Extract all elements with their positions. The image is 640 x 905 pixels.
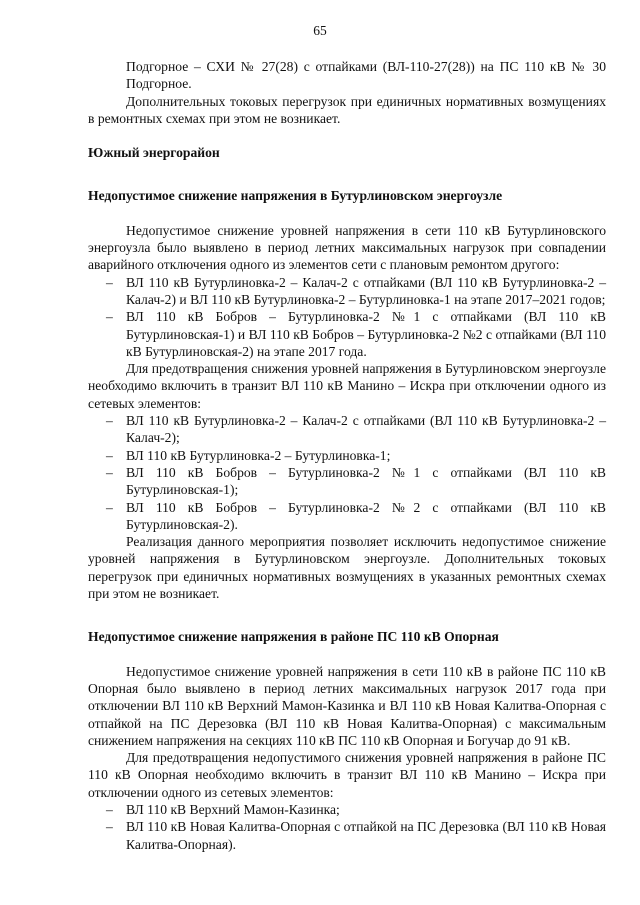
dash-list [88, 412, 606, 533]
list-item: – ВЛ 110 кВ Бобров – Бутурлиновка-2 №2 с отпайками (ВЛ 110 кВ Бутурлиновская-2). [106, 499, 606, 532]
dash-list [88, 801, 606, 853]
page-number: 65 [313, 23, 327, 38]
list-item: – ВЛ 110 кВ Бобров – Бутурлиновка-2 №1 с отпайками (ВЛ 110 кВ Бутурлиновская-1) и ВЛ 110 кВ Бобров – Бутурлиновка-2 №2 с отпайками (ВЛ 110 кВ Бутурлиновская-2) на этапе 2017 года. [106, 309, 606, 359]
paragraph: Дополнительных токовых перегрузок при единичных нормативных возмущениях в ремонтных схемах при этом не возникает. [88, 93, 606, 126]
section-heading: Недопустимое снижение напряжения в районе ПС 110 кВ Опорная [88, 629, 499, 645]
document-body [88, 58, 606, 853]
paragraph: Для предотвращения снижения уровней напряжения в Бутурлиновском энергоузле необходимо включить в транзит ВЛ 110 кВ Манино – Искра при отключении одного из сетевых элементов: [88, 361, 606, 411]
paragraph: Недопустимое снижение уровней напряжения в сети 110 кВ в районе ПС 110 кВ Опорная было выявлено в период летних максимальных нагрузок 2017 года при отключении ВЛ 110 кВ Верхний Мамон-Казинка и ВЛ 110 кВ Новая Калитва-Опорная с отпайкой на ПС Дерезовка (ВЛ 110 кВ Новая Калитва-Опорная) с максимальным снижением напряжения на секциях 110 кВ ПС 110 кВ Опорная и Богучар до 91 кВ. [88, 663, 606, 748]
paragraph: Реализация данного мероприятия позволяет исключить недопустимое снижение уровней напряжения в Бутурлиновском энергоузле. Дополнительных токовых перегрузок при единичных нормативных возмущениях в указанных ремонтных схемах при этом не возникает. [88, 534, 606, 602]
paragraph: Недопустимое снижение уровней напряжения в сети 110 кВ Бутурлиновского энергоузла было выявлено в период летних максимальных нагрузок при совпадении аварийного отключения одного из элементов сети с плановым ремонтом другого: [88, 222, 606, 273]
list-item: – ВЛ 110 кВ Верхний Мамон-Казинка; [106, 801, 340, 817]
region-heading: Южный энергорайон [88, 145, 220, 161]
section-heading: Недопустимое снижение напряжения в Бутурлиновском энергоузле [88, 188, 503, 204]
list-item: – ВЛ 110 кВ Новая Калитва-Опорная с отпайкой на ПС Дерезовка (ВЛ 110 кВ Новая Калитва-Опорная). [106, 819, 606, 852]
list-item: – ВЛ 110 кВ Бобров – Бутурлиновка-2 №1 с отпайками (ВЛ 110 кВ Бутурлиновская-1); [106, 464, 606, 498]
list-item: – ВЛ 110 кВ Бутурлиновка-2 – Бутурлиновка-1; [106, 447, 391, 463]
list-item: – ВЛ 110 кВ Бутурлиновка-2 – Калач-2 с отпайками (ВЛ 110 кВ Бутурлиновка-2 – Калач-2); [106, 413, 606, 446]
continuation-text: Подгорное – СХИ № 27(28) с отпайками (ВЛ-110-27(28)) на ПС 110 кВ № 30 Подгорное. [126, 59, 606, 92]
dash-list [88, 274, 606, 360]
paragraph: Для предотвращения недопустимого снижения уровней напряжения в районе ПС 110 кВ Опорная необходимо включить в транзит ВЛ 110 кВ Манино – Искра при отключении одного из сетевых элементов: [88, 750, 606, 800]
list-item: – ВЛ 110 кВ Бутурлиновка-2 – Калач-2 с отпайками (ВЛ 110 кВ Бутурлиновка-2 – Калач-2) и ВЛ 110 кВ Бутурлиновка-2 – Бутурлиновка-1 на этапе 2017–2021 годов; [106, 274, 606, 307]
